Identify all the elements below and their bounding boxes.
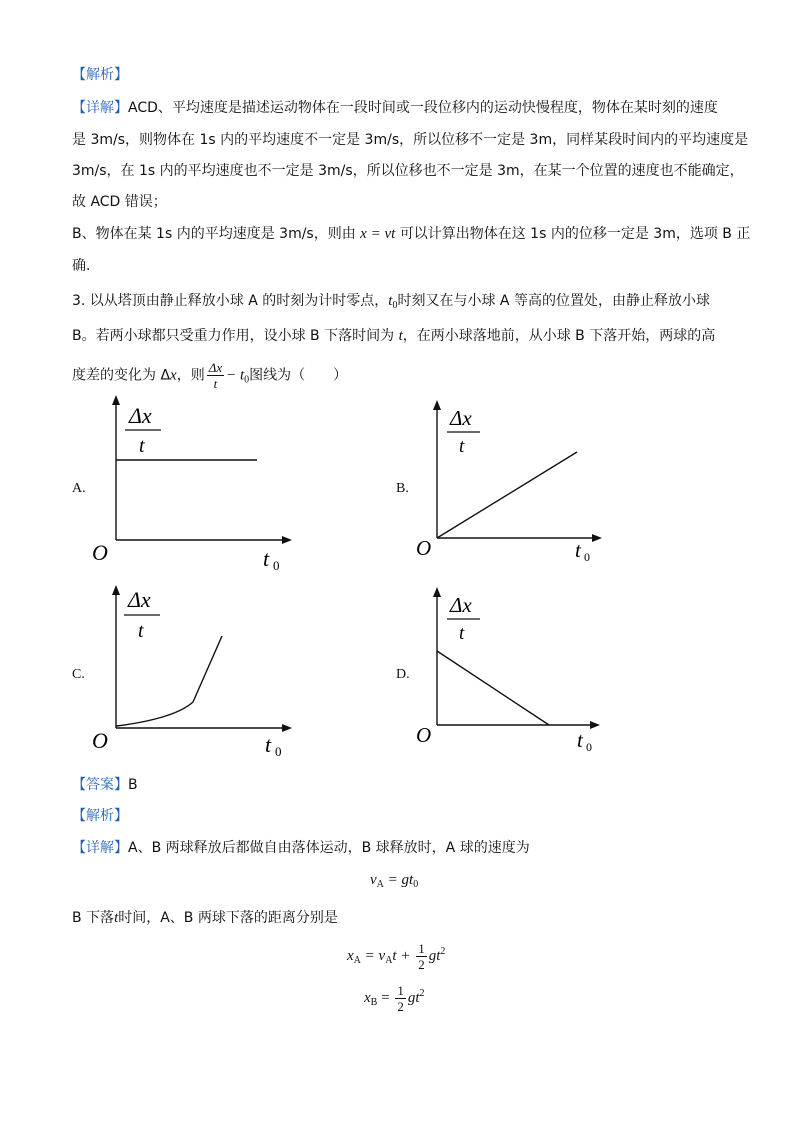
- graph-c-x-sub: 0: [275, 744, 282, 759]
- t0-subscript: 0: [392, 300, 398, 311]
- question-line-2: [72, 326, 715, 346]
- equation-xb: [364, 983, 424, 1014]
- eq2-half-num: 1: [418, 941, 425, 956]
- detail-text: ACD、平均速度是描述运动物体在一段时间或一段位移内的运动快慢程度，物体在某时刻的速度: [128, 100, 718, 116]
- graph-c-y-den: t: [138, 620, 144, 642]
- t-symbol: t: [398, 328, 403, 344]
- question-line-2-b: ，在两小球落地前，从小球 B 下落开始，两球的高: [402, 328, 716, 344]
- fall-line-a: B 下落: [72, 910, 115, 926]
- option-b-label: B.: [396, 481, 409, 496]
- detail-line-1: [72, 98, 718, 118]
- detail-tag-2: 【详解】: [72, 840, 128, 856]
- formula-x-vt: x = vt: [360, 226, 396, 242]
- graph-d-y-den: t: [459, 623, 465, 644]
- option-d-label: D.: [396, 667, 410, 682]
- question-line-1: [72, 291, 710, 316]
- detail-2-text: A、B 两球释放后都做自由落体运动，B 球释放时，A 球的速度为: [128, 840, 530, 856]
- graph-d-x-sub: 0: [586, 740, 592, 754]
- t0-symbol: t: [388, 293, 393, 309]
- minus-t0-subscript: 0: [244, 374, 250, 386]
- fraction-den: t: [213, 376, 218, 391]
- question-line-3-b: ，则: [176, 367, 205, 384]
- question-line-3-a: 度差的变化为 Δ: [72, 367, 171, 384]
- graph-b-y-num: Δx: [450, 406, 472, 430]
- eq1-v: v: [370, 872, 377, 888]
- graph-b-x-sub: 0: [584, 550, 590, 564]
- minus-t0: − t: [226, 367, 245, 384]
- option-c-label: C.: [72, 667, 85, 682]
- eq2-half: [416, 941, 427, 972]
- eq2-sq: 2: [440, 945, 446, 957]
- answer-tag: 【答案】: [72, 777, 128, 793]
- answer-line: [72, 775, 138, 795]
- eq2-x-sub: A: [353, 954, 361, 966]
- fall-line-b: 时间，A、B 两球下落的距离分别是: [118, 910, 338, 926]
- graph-a-x-sub: 0: [273, 558, 280, 573]
- detail-2-line: [72, 838, 530, 858]
- eq2-v-sub: A: [385, 954, 393, 966]
- eq3-sq: 2: [419, 987, 425, 999]
- eq3-x-sub: B: [370, 996, 378, 1008]
- answer-value: B: [128, 777, 138, 793]
- graph-a-origin: O: [92, 540, 108, 565]
- graph-c-y-num: Δx: [128, 587, 151, 612]
- fraction-num: Δx: [208, 360, 223, 375]
- graph-option-c: [85, 580, 295, 760]
- eq3-half: [395, 983, 406, 1014]
- graph-d-y-num: Δx: [450, 593, 472, 617]
- detail-line-4: 故 ACD 错误；: [72, 194, 167, 210]
- graph-b-y-den: t: [459, 436, 465, 457]
- eq3-gt: gt: [407, 989, 420, 1006]
- option-a-label: A.: [72, 481, 86, 496]
- eq3-half-den: 2: [397, 999, 404, 1014]
- graph-b-x-label: t: [575, 538, 581, 562]
- fall-t: t: [114, 910, 119, 926]
- equation-va: [370, 872, 418, 890]
- eq3-x: x: [364, 989, 371, 1006]
- analysis-tag-2: 【解析】: [72, 808, 128, 824]
- graph-b-curve: [437, 452, 577, 538]
- graph-option-b: [410, 395, 610, 575]
- eq1-rhs: = gt: [383, 872, 414, 888]
- eq1-v-sub: A: [376, 879, 384, 890]
- eq2-t: t +: [392, 947, 415, 964]
- eq3-eq: =: [377, 989, 394, 1006]
- eq2-v: = v: [360, 947, 386, 964]
- graph-c-x-label: t: [265, 732, 272, 757]
- graph-option-d: [410, 582, 610, 757]
- graph-a-x-label: t: [263, 546, 270, 571]
- fall-line: [72, 908, 338, 928]
- question-line-1-a: 3. 以从塔顶由静止释放小球 A 的时刻为计时零点，: [72, 293, 389, 309]
- question-line-3-d: 图线为（ ）: [249, 367, 348, 384]
- fraction-dx-over-t: [207, 360, 224, 391]
- eq2-x: x: [347, 947, 354, 964]
- equation-xa: [347, 941, 445, 972]
- eq3-half-num: 1: [397, 983, 404, 998]
- eq2-half-den: 2: [418, 957, 425, 972]
- graph-a-y-num: Δx: [129, 403, 152, 428]
- detail-line-3: 3m/s，在 1s 内的平均速度也不一定是 3m/s，所以位移也不一定是 3m，在某一个位置的速度也不能确定，: [72, 163, 744, 179]
- question-line-1-b: 时刻又在与小球 A 等高的位置处，由静止释放小球: [397, 293, 710, 309]
- graph-c-curve: [116, 636, 222, 726]
- detail-line-2: 是 3m/s，则物体在 1s 内的平均速度不一定是 3m/s，所以位移不一定是 3m，同样某段时间内的平均速度是: [72, 132, 749, 148]
- graph-c-origin: O: [92, 728, 108, 753]
- graph-d-curve: [437, 651, 549, 725]
- detail-line-5-a: B、物体在某 1s 内的平均速度是 3m/s，则由: [72, 226, 356, 242]
- question-line-2-a: B。若两小球都只受重力作用，设小球 B 下落时间为: [72, 328, 395, 344]
- detail-line-5-b: 可以计算出物体在这 1s 内的位移一定是 3m，选项 B 正: [399, 226, 751, 242]
- detail-line-5: [72, 224, 750, 244]
- graph-d-x-label: t: [577, 728, 583, 752]
- graph-a-y-den: t: [139, 435, 145, 457]
- x-symbol: x: [170, 367, 177, 384]
- detail-line-6: 确．: [72, 258, 100, 274]
- detail-tag: 【详解】: [72, 100, 128, 116]
- eq2-gt: gt: [428, 947, 441, 964]
- graph-d-origin: O: [416, 723, 432, 747]
- analysis-tag: 【解析】: [72, 67, 128, 83]
- eq1-rhs-sub: 0: [413, 879, 419, 890]
- graph-b-origin: O: [416, 536, 432, 560]
- graph-option-a: [85, 390, 295, 575]
